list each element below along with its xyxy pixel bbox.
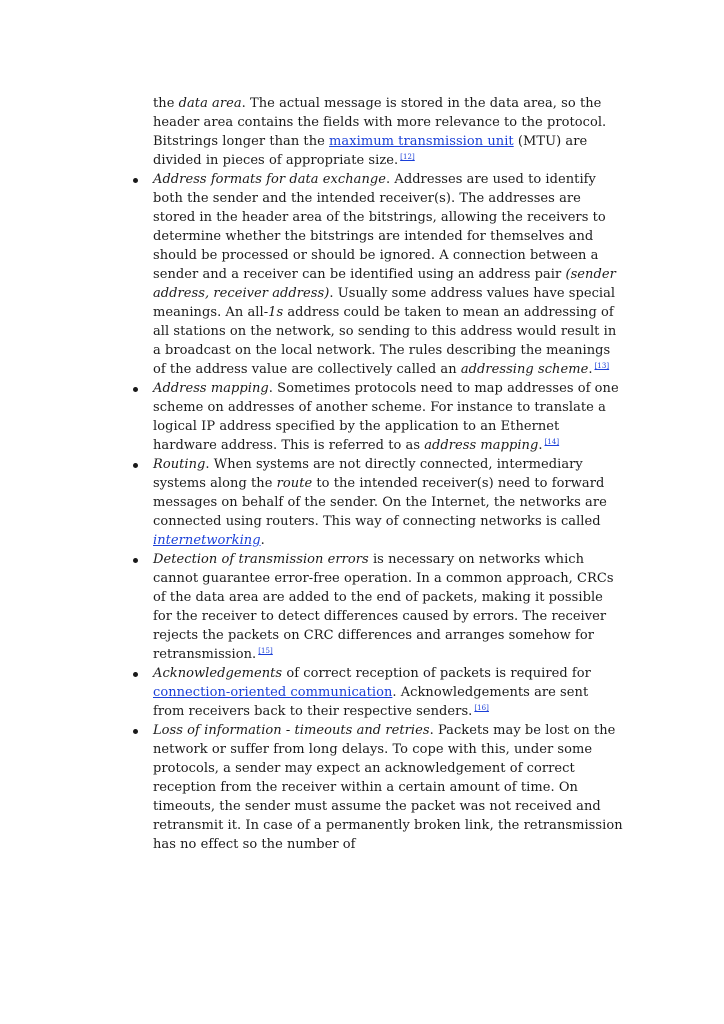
article-body — [153, 94, 623, 854]
emphasis-text: route — [276, 476, 313, 491]
text-run: address could be taken to mean an addressing of all stations on the network, so sending to this address would result in a broadcast on the local network. The rules describing the meanings of the address value are collectively called an — [153, 305, 617, 377]
citation-13 — [595, 362, 610, 370]
emphasis-text: address mapping — [424, 438, 539, 453]
list-item-routing — [153, 455, 623, 550]
link-connection-oriented-communication[interactable]: connection-oriented communication — [153, 685, 393, 700]
text-run: . — [538, 438, 543, 453]
text-run: . The actual message is stored in the data area, so the header area contains the fields with more relevance to the protocol. Bitstrings longer than the — [153, 96, 607, 149]
item-heading: Address formats for data exchange — [153, 172, 387, 187]
citation-link[interactable]: [12] — [400, 153, 415, 161]
citation-link[interactable]: [14] — [544, 438, 560, 446]
citation-link[interactable]: [16] — [474, 704, 489, 712]
citation-12 — [400, 153, 415, 161]
text-run: . When systems are not directly connected, intermediary systems along the — [153, 457, 583, 491]
text-run: of correct reception of packets is required for — [282, 666, 591, 681]
list-item-loss-of-information — [153, 721, 623, 854]
emphasis-text: data area — [178, 96, 242, 111]
item-heading: Loss of information - timeouts and retries — [153, 723, 430, 738]
list-item-acknowledgements — [153, 664, 623, 721]
emphasis-text: (sender address, receiver address) — [153, 267, 616, 301]
text-run: to the intended receiver(s) need to forward messages on behalf of the sender. On the Internet, the networks are connected using routers. This way of connecting networks is called — [153, 476, 607, 529]
citation-14 — [545, 438, 560, 446]
text-run: the — [153, 96, 179, 111]
text-run: . Sometimes protocols need to map addresses of one scheme on addresses of another scheme. For instance to translate a logical IP address specified by the application to an Ethernet hardware address. This is referred to as — [153, 381, 619, 453]
item-heading: Address mapping — [153, 381, 269, 396]
emphasis-text: 1s — [268, 305, 284, 320]
protocol-features-list — [153, 170, 623, 854]
citation-16 — [474, 704, 489, 712]
text-run: . — [260, 533, 265, 548]
citation-link[interactable]: [13] — [594, 362, 610, 370]
list-item-address-mapping — [153, 379, 623, 455]
citation-15 — [258, 647, 273, 655]
link-maximum-transmission-unit[interactable]: maximum transmission unit — [329, 134, 514, 149]
item-heading: Routing — [153, 457, 206, 472]
list-item-error-detection — [153, 550, 623, 664]
intro-paragraph — [153, 94, 623, 170]
emphasis-text: addressing scheme — [460, 362, 589, 377]
text-run: . Acknowledgements are sent from receivers back to their respective senders. — [153, 685, 589, 719]
text-run: . Usually some address values have special meanings. An — [153, 286, 616, 320]
text-run: is necessary on networks which cannot guarantee error-free operation. In a common approach, CRCs of the data area are added to the end of packets, making it possible for the receiver to detect differences caused by errors. The receiver rejects the packets on CRC differences and arranges somehow for retransmission. — [153, 552, 614, 662]
text-run: (MTU) are divided in pieces of appropriate size. — [153, 134, 588, 168]
text-run: . Addresses are used to identify both the sender and the intended receiver(s). The addresses are stored in the header area of the bitstrings, allowing the receivers to determine whether the bitstrings are intended for themselves and should be processed or should be ignored. A connection between a sender and a receiver can be identified using an address pair — [153, 172, 606, 282]
citation-link[interactable]: [15] — [258, 647, 273, 655]
item-heading: Detection of transmission errors — [153, 552, 369, 567]
link-internetworking[interactable]: internetworking — [153, 533, 261, 548]
item-heading: Acknowledgements — [153, 666, 283, 681]
text-run: . Packets may be lost on the network or suffer from long delays. To cope with this, under some protocols, a sender may expect an acknowledgement of correct reception from the receiver within a certain amount of time. On timeouts, the sender must assume the packet was not received and retransmit it. In case of a permanently broken link, the retransmission has no effect so the number of — [153, 723, 623, 852]
list-item-address-formats — [153, 170, 623, 379]
text-run: all- — [247, 305, 269, 320]
text-run: . — [588, 362, 593, 377]
